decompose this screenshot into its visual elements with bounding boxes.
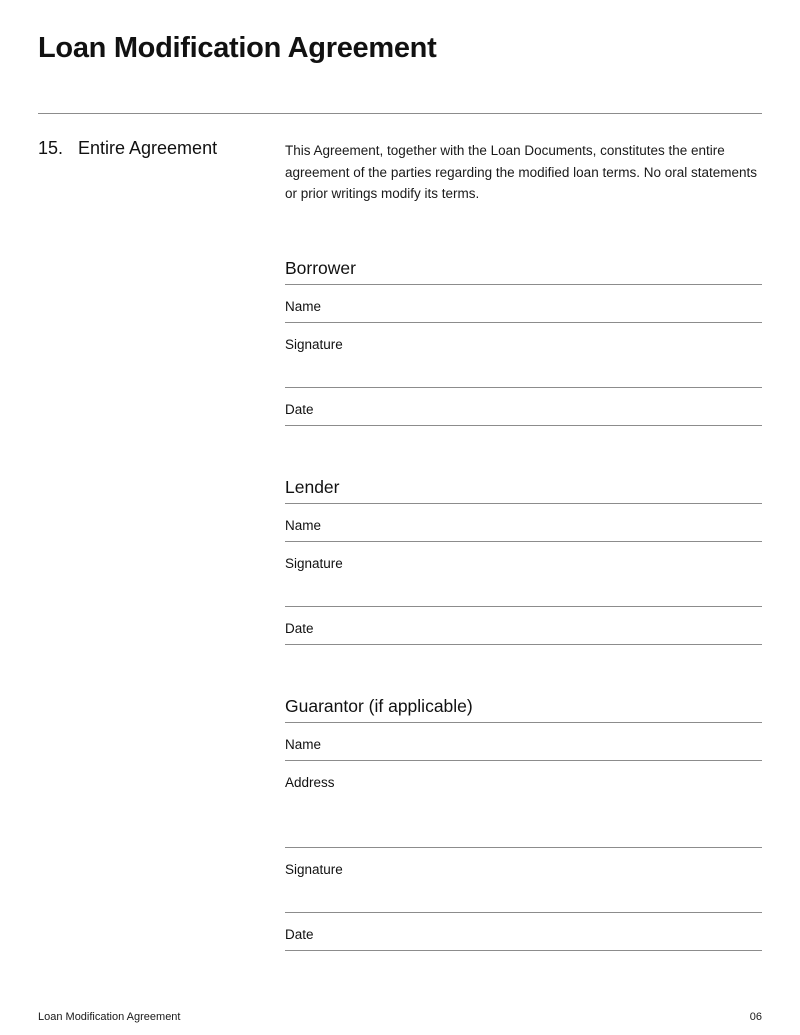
heading-divider (285, 503, 762, 504)
date-line (285, 950, 762, 951)
section-entire-agreement (38, 138, 762, 951)
heading-divider (285, 722, 762, 723)
field-label-signature: Signature (285, 336, 343, 352)
section-content-column (285, 138, 762, 951)
signature-field (285, 861, 762, 913)
footer-document-name: Loan Modification Agreement (38, 1011, 181, 1023)
signature-block-heading: Borrower (285, 257, 356, 278)
section-number: 15. (38, 138, 64, 158)
field-label-name: Name (285, 298, 322, 314)
signature-block-guarantor (285, 697, 762, 951)
field-label-date: Date (285, 401, 314, 417)
name-line (285, 322, 762, 323)
name-field (285, 517, 762, 542)
date-line (285, 644, 762, 645)
signature-line (285, 606, 762, 607)
page-title: Loan Modification Agreement (38, 32, 437, 64)
name-field (285, 298, 762, 323)
name-line (285, 541, 762, 542)
signature-block-borrower (285, 259, 762, 426)
date-field (285, 620, 762, 645)
signature-block-heading: Lender (285, 476, 340, 497)
signature-block-lender (285, 478, 762, 645)
signature-field (285, 555, 762, 607)
signature-block-heading: Guarantor (if applicable) (285, 695, 473, 716)
address-line (285, 847, 762, 848)
signature-line (285, 912, 762, 913)
field-label-address: Address (285, 774, 335, 790)
signature-field (285, 336, 762, 388)
field-label-date: Date (285, 926, 314, 942)
footer-page-number: 06 (749, 1011, 762, 1023)
field-label-signature: Signature (285, 861, 343, 877)
date-field (285, 401, 762, 426)
section-heading-column (38, 138, 285, 951)
page-footer (38, 1011, 762, 1023)
date-line (285, 425, 762, 426)
field-label-name: Name (285, 736, 322, 752)
title-divider (38, 113, 762, 114)
address-field (285, 774, 762, 848)
heading-divider (285, 284, 762, 285)
field-label-signature: Signature (285, 555, 343, 571)
field-label-date: Date (285, 620, 314, 636)
name-field (285, 736, 762, 761)
name-line (285, 760, 762, 761)
section-body: This Agreement, together with the Loan Documents, constitutes the entire agreement of the parties regarding the modified loan terms. No oral statements or prior writings modify its terms. (285, 143, 757, 201)
signature-line (285, 387, 762, 388)
date-field (285, 926, 762, 951)
field-label-name: Name (285, 517, 322, 533)
section-title: Entire Agreement (78, 138, 218, 158)
